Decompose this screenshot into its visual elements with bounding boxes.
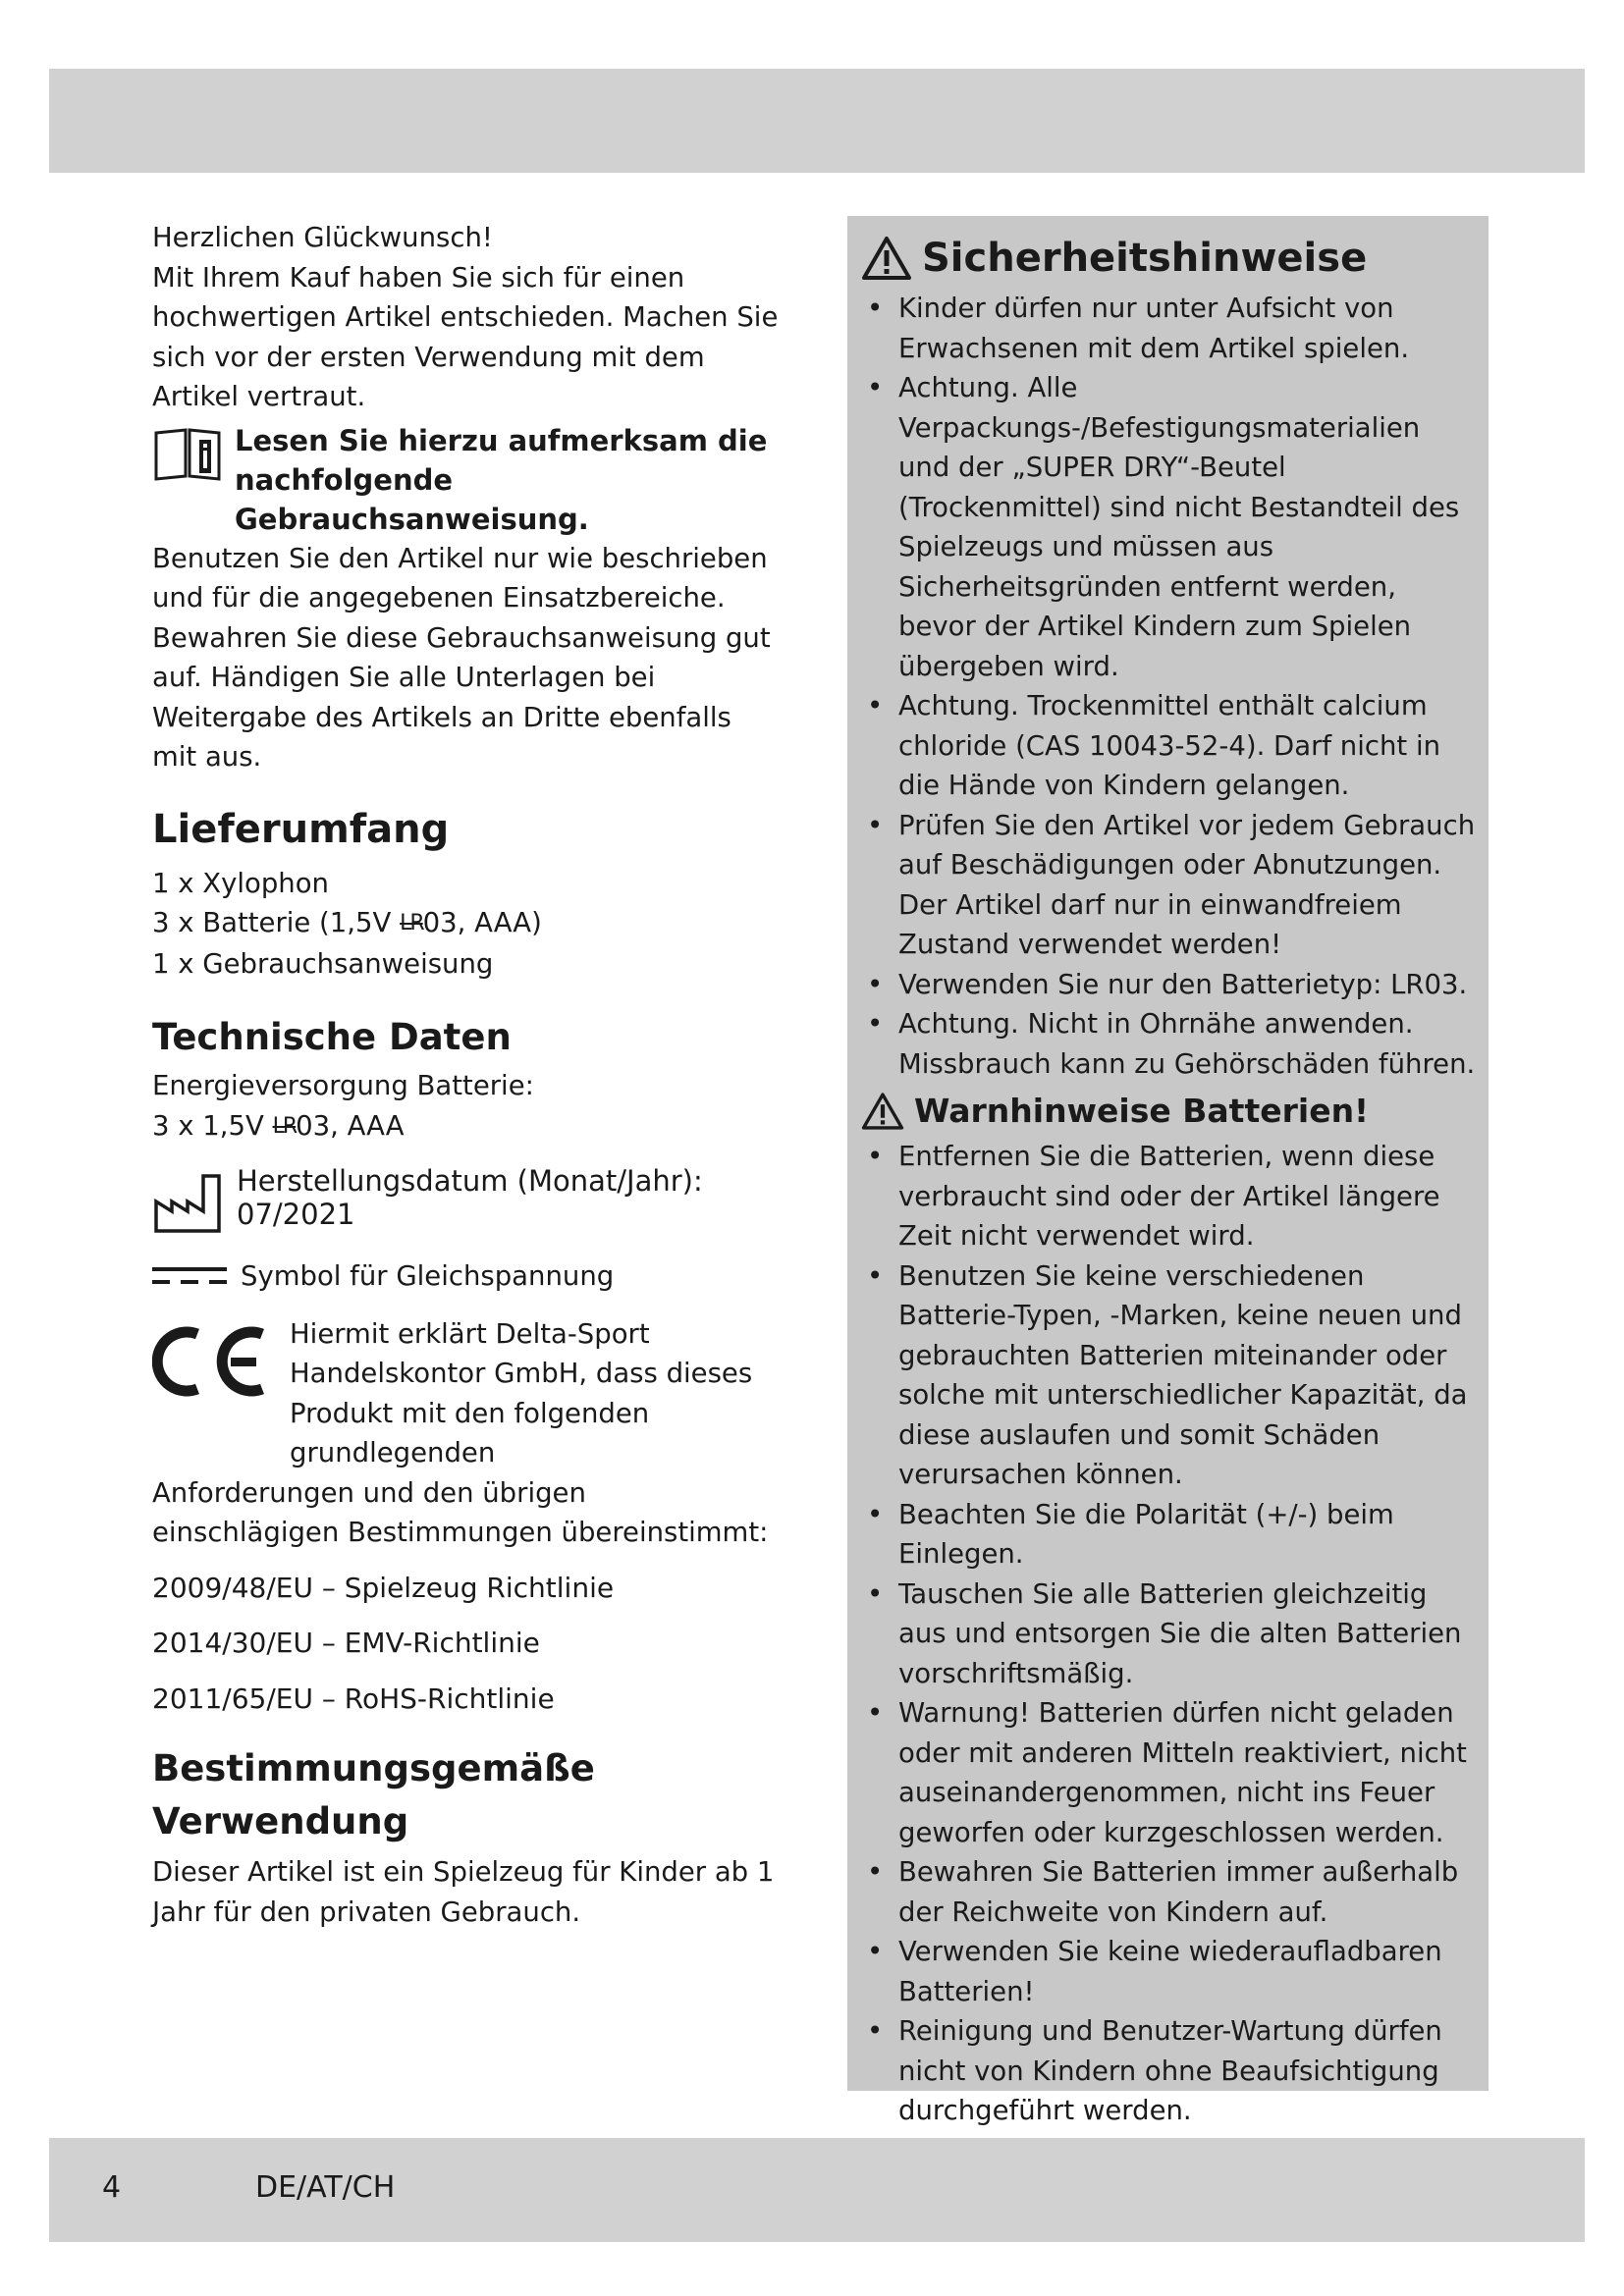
- power-value: [152, 1106, 781, 1148]
- warning-icon: [861, 1092, 904, 1131]
- list-item: • Benutzen Sie keine verschiedenen Batterie-Typen, -Marken, keine neuen und gebrauchten Batterien miteinander oder solche mit unterschiedlicher Kapazität, da diese auslaufen und somit Schäden verursachen können.: [861, 1256, 1477, 1495]
- page-number: 4: [102, 2170, 122, 2205]
- directive-emc: 2014/30/EU – EMV-Richtlinie: [152, 1627, 540, 1659]
- safety-box: [847, 216, 1489, 2126]
- battery-suffix: 03, AAA): [422, 907, 542, 938]
- intended-use-text: Dieser Artikel ist ein Spielzeug für Kinder ab 1 Jahr für den privaten Gebrauch.: [152, 1856, 775, 1928]
- section-title-sicherheit: [861, 228, 1477, 289]
- scope-item-manual: 1 x Gebrauchsanweisung: [152, 947, 494, 980]
- list-item: • Verwenden Sie nur den Batterietyp: LR03.: [861, 965, 1477, 1005]
- power-suffix: 03, AAA: [296, 1109, 405, 1142]
- directive-rohs: 2011/65/EU – RoHS-Richtlinie: [152, 1682, 555, 1715]
- date-label: Herstellungsdatum (Monat/Jahr):: [237, 1164, 703, 1198]
- scope-item-xylophon: 1 x Xylophon: [152, 867, 329, 899]
- factory-icon: [152, 1170, 229, 1235]
- section-title-batterien: [861, 1086, 1477, 1137]
- ce-text: Hiermit erklärt Delta-Sport Handelskontor GmbH, dass dieses Produkt mit den folgenden grundlegenden: [290, 1317, 753, 1468]
- list-item: • Reinigung und Benutzer-Wartung dürfen nicht von Kindern ohne Beaufsichtigung durchgeführt werden.: [861, 2011, 1477, 2131]
- list-item: • Entfernen Sie die Batterien, wenn diese verbraucht sind oder der Artikel längere Zeit nicht verwendet wird.: [861, 1137, 1477, 1256]
- directive-toy: 2009/48/EU – Spielzeug Richtlinie: [152, 1571, 615, 1604]
- dc-symbol-row: [152, 1256, 781, 1297]
- intro-text: Mit Ihrem Kauf haben Sie sich für einen hochwertigen Artikel entschieden. Machen Sie sich vor der ersten Verwendung mit dem Artikel vertraut.: [152, 261, 779, 412]
- list-item: • Beachten Sie die Polarität (+/-) beim Einlegen.: [861, 1495, 1477, 1575]
- section-title-lieferumfang: Lieferumfang: [152, 806, 450, 852]
- sicherheit-title-text: Sicherheitshinweise: [922, 236, 1368, 281]
- date-value: 07/2021: [237, 1198, 355, 1231]
- notice-text: Lesen Sie hierzu aufmerksam die nachfolgende Gebrauchsanweisung.: [235, 423, 768, 536]
- section-title-bestimmung: [152, 1742, 781, 1848]
- list-item: • Verwenden Sie keine wiederaufladbaren Batterien!: [861, 1932, 1477, 2011]
- warning-icon: [861, 236, 912, 281]
- usage-text: Benutzen Sie den Artikel nur wie beschrieben und für die angegebenen Einsatzbereiche. Bewahren Sie diese Gebrauchsanweisung gut auf. Händigen Sie alle Unterlagen bei Weitergabe des Artikels an Dritte ebenfalls mit aus.: [152, 542, 771, 773]
- list-item: • Prüfen Sie den Artikel vor jedem Gebrauch auf Beschädigungen oder Abnutzungen. Der Artikel darf nur in einwandfreiem Zustand verwendet werden!: [861, 806, 1477, 965]
- footer-region: DE/AT/CH: [255, 2170, 396, 2205]
- battery-dc-symbol: LR: [400, 911, 423, 935]
- title-line-1: Bestimmungsgemäße: [152, 1747, 595, 1789]
- power-label: Energieversorgung Batterie:: [152, 1070, 534, 1101]
- list-item: • Warnung! Batterien dürfen nicht geladen oder mit anderen Mitteln reaktiviert, nicht auseinandergenommen, nicht ins Feuer geworfen oder kurzgeschlossen werden.: [861, 1693, 1477, 1852]
- list-item: • Achtung. Alle Verpackungs-/Befestigungsmaterialien und der „SUPER DRY“-Beutel (Trockenmittel) sind nicht Bestandteil des Spielzeugs und müssen aus Sicherheitsgründen entfernt werden, bevor der Artikel Kindern zum Spielen übergeben wird.: [861, 368, 1477, 686]
- title-line-2: Verwendung: [152, 1800, 409, 1842]
- list-item: • Kinder dürfen nur unter Aufsicht von Erwachsenen mit dem Artikel spielen.: [861, 289, 1477, 368]
- scope-item-batterie: [152, 903, 781, 944]
- ce-text-continued: Anforderungen und den übrigen einschlägigen Bestimmungen übereinstimmt:: [152, 1476, 769, 1548]
- dc-label: Symbol für Gleichspannung: [241, 1260, 615, 1292]
- list-item: • Tauschen Sie alle Batterien gleichzeitig aus und entsorgen Sie die alten Batterien vorschriftsmäßig.: [861, 1575, 1477, 1694]
- manufacture-date: [152, 1164, 781, 1235]
- batterien-title-text: Warnhinweise Batterien!: [914, 1092, 1370, 1130]
- left-column: [152, 218, 781, 1932]
- ce-mark-icon: [152, 1320, 280, 1403]
- list-item: • Achtung. Trockenmittel enthält calcium chloride (CAS 10043-52-4). Darf nicht in die Hände von Kindern gelangen.: [861, 686, 1477, 806]
- battery-prefix: 3 x Batterie (1,5V: [152, 907, 392, 938]
- power-dc-symbol: LR: [272, 1113, 297, 1139]
- section-title-technische-daten: Technische Daten: [152, 1016, 512, 1058]
- direct-current-icon: [152, 1265, 227, 1287]
- ce-declaration: [152, 1314, 781, 1473]
- list-item: • Bewahren Sie Batterien immer außerhalb der Reichweite von Kindern auf.: [861, 1852, 1477, 1932]
- list-item: • Achtung. Nicht in Ohrnähe anwenden. Missbrauch kann zu Gehörschäden führen.: [861, 1004, 1477, 1084]
- battery-warning-list: [861, 1137, 1477, 2250]
- greeting: Herzlichen Glückwunsch!: [152, 222, 493, 253]
- header-bar: [49, 69, 1585, 173]
- instruction-notice: [152, 421, 781, 539]
- safety-list: [861, 289, 1477, 1084]
- power-prefix: 3 x 1,5V: [152, 1109, 264, 1142]
- read-manual-icon: [152, 427, 223, 482]
